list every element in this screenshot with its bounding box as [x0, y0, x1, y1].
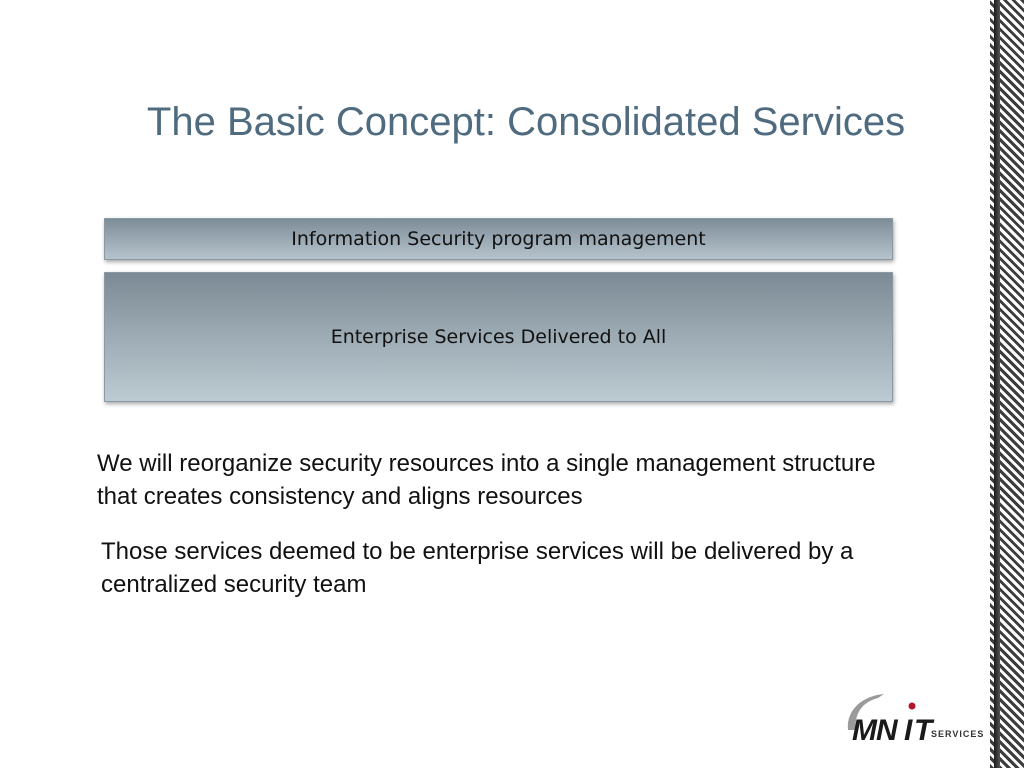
reorganize-paragraph: We will reorganize security resources into a single management structure that creates consistency and aligns resources	[97, 450, 876, 510]
logo-accent-dot	[909, 703, 916, 710]
logo-services-text: SERVICES	[931, 729, 985, 739]
enterprise-services-box	[104, 272, 893, 402]
svg-text:I: I	[904, 714, 913, 746]
enterprise-services-paragraph: Those services deemed to be enterprise services will be delivered by a centralized security team	[101, 538, 854, 598]
program-management-box	[104, 218, 893, 260]
decorative-stripe-edge	[994, 0, 1000, 768]
svg-text:T: T	[914, 714, 933, 746]
slide-title: The Basic Concept: Consolidated Services	[146, 100, 906, 144]
program-management-label: Information Security program management	[291, 228, 706, 250]
enterprise-services-label: Enterprise Services Delivered to All	[330, 326, 667, 348]
svg-text:MN: MN	[852, 714, 897, 746]
